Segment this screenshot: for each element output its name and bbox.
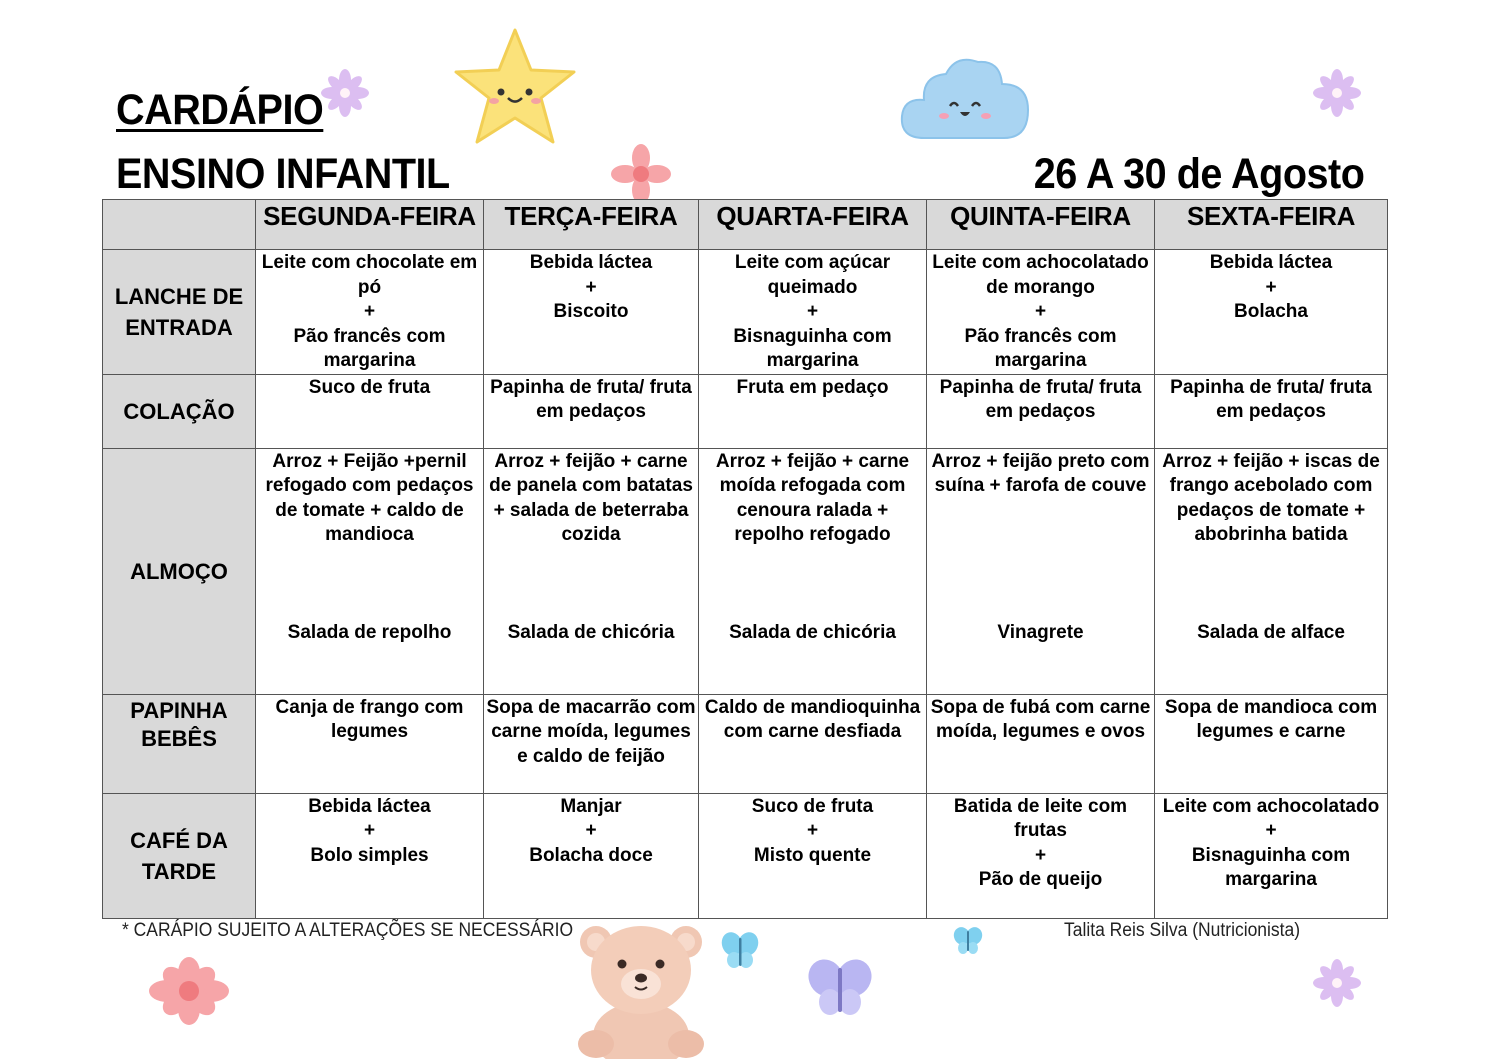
menu-item-line: + (363, 301, 376, 322)
menu-item-line: cozida (561, 524, 621, 545)
row-label-lanche (103, 250, 256, 375)
menu-item-line: em pedaços (985, 401, 1096, 422)
date-range: 26 A 30 de Agosto (1033, 150, 1364, 198)
menu-item-line: Pão francês com (293, 325, 446, 347)
menu-item-line: + (585, 820, 597, 841)
menu-item-line: Canja de frango com (275, 696, 464, 718)
lilac-flower-icon (1310, 956, 1364, 1010)
table-header-row (103, 200, 1388, 250)
menu-cell (927, 793, 1155, 918)
menu-item-line: Arroz + feijão + iscas de (1162, 450, 1380, 472)
menu-item-line: Bisnaguinha com (733, 325, 892, 347)
menu-item-line: Leite com achocolatado (932, 252, 1149, 273)
salad-line: Salada de chicória (507, 621, 675, 643)
menu-table (102, 199, 1388, 919)
menu-cell (1155, 374, 1388, 448)
butterfly-icon (806, 958, 874, 1020)
menu-item-line: margarina (1225, 869, 1317, 890)
menu-item-line: Arroz + feijão + carne (715, 450, 910, 472)
menu-item-line: Bebida láctea (1209, 252, 1333, 273)
menu-item-line: Papinha de fruta/ fruta (490, 376, 692, 398)
butterfly-icon (952, 926, 984, 956)
row-label-line: ALMOÇO (130, 558, 228, 584)
menu-cell (699, 694, 927, 793)
menu-item-line: cenoura ralada + (736, 499, 889, 521)
menu-item-line: pedaços de tomate + (1176, 499, 1366, 521)
menu-item-line: Arroz + feijão preto com (931, 450, 1150, 472)
menu-item-line: queimado (767, 276, 858, 298)
menu-item-line: Pão de queijo (978, 869, 1103, 890)
row-label-line: ENTRADA (125, 314, 233, 340)
menu-cell (256, 374, 484, 448)
menu-cell (484, 250, 699, 375)
menu-item-line: moída refogada com (719, 475, 906, 496)
menu-item-line: de tomate + caldo de (275, 499, 464, 521)
menu-cell (699, 448, 927, 694)
table-row (103, 374, 1388, 448)
day-header-monday: SEGUNDA-FEIRA (256, 200, 484, 250)
menu-item-line: + (363, 820, 376, 841)
menu-item-line: Leite com chocolate em (261, 252, 478, 273)
page-subtitle: ENSINO INFANTIL (116, 150, 450, 198)
menu-item-line: abobrinha batida (1194, 524, 1348, 545)
menu-item-line: Sopa de macarrão com (486, 696, 696, 718)
salad-line: Salada de chicória (729, 621, 896, 643)
row-label-line: BEBÊS (141, 725, 217, 751)
menu-cell (927, 250, 1155, 375)
menu-item-line: repolho refogado (734, 524, 891, 545)
row-label-line: PAPINHA (130, 697, 228, 723)
menu-cell (1155, 250, 1388, 375)
star-icon (452, 26, 578, 150)
menu-item-line: + (1034, 301, 1047, 322)
row-label-almoco (103, 448, 256, 694)
menu-cell (927, 448, 1155, 694)
lilac-flower-icon (1310, 66, 1364, 120)
menu-cell (699, 793, 927, 918)
menu-cell (1155, 448, 1388, 694)
menu-cell (256, 694, 484, 793)
menu-item-line: Bisnaguinha com (1191, 844, 1351, 866)
menu-item-line: + (1265, 820, 1277, 841)
row-label-cafe (103, 793, 256, 918)
table-row (103, 448, 1388, 694)
day-header-friday: SEXTA-FEIRA (1155, 200, 1388, 250)
menu-item-line: + (585, 276, 597, 298)
menu-cell (699, 250, 927, 375)
menu-item-line: + (806, 820, 819, 841)
page-title: CARDÁPIO (116, 86, 324, 134)
menu-cell (927, 374, 1155, 448)
menu-cell (256, 448, 484, 694)
menu-item-line: Fruta em pedaço (736, 376, 889, 398)
menu-item-line: Misto quente (753, 844, 872, 866)
menu-cell (1155, 694, 1388, 793)
row-label-line: CAFÉ DA (130, 827, 228, 853)
footer-note: * CARÁPIO SUJEITO A ALTERAÇÕES SE NECESSÁRIO (122, 920, 574, 941)
menu-item-line: Bebida láctea (529, 252, 653, 273)
menu-item-line: Bolo simples (310, 844, 429, 866)
menu-item-line: margarina (994, 350, 1087, 371)
menu-item-line: margarina (323, 350, 416, 371)
menu-item-line: Papinha de fruta/ fruta (1170, 376, 1372, 398)
day-header-tuesday: TERÇA-FEIRA (484, 200, 699, 250)
menu-item-line: Suco de fruta (751, 795, 874, 817)
row-label-papinha (103, 694, 256, 793)
menu-cell (927, 694, 1155, 793)
menu-cell (699, 374, 927, 448)
menu-item-line: Manjar (560, 795, 622, 817)
menu-cell (484, 694, 699, 793)
pink-flower-icon (144, 956, 234, 1026)
menu-item-line: Sopa de mandioca com (1164, 696, 1378, 718)
row-label-line: TARDE (141, 858, 217, 884)
menu-item-line: Sopa de fubá com carne (930, 696, 1151, 718)
menu-item-line: margarina (766, 350, 859, 371)
menu-item-line: Bebida láctea (308, 795, 431, 817)
nutritionist-signature: Talita Reis Silva (Nutricionista) (1064, 920, 1301, 941)
menu-cell (484, 448, 699, 694)
day-header-thursday: QUINTA-FEIRA (927, 200, 1155, 250)
menu-item-line: em pedaços (536, 401, 646, 422)
menu-item-line: frutas (1014, 820, 1067, 841)
table-row (103, 694, 1388, 793)
menu-item-line: + (1034, 844, 1047, 866)
menu-item-line: Arroz + Feijão +pernil (272, 450, 467, 472)
menu-item-line: Papinha de fruta/ fruta (939, 376, 1142, 398)
menu-item-line: suína + farofa de couve (934, 475, 1147, 496)
menu-item-line: + (806, 301, 819, 322)
menu-item-line: e caldo de feijão (517, 745, 665, 767)
menu-item-line: refogado com pedaços (265, 475, 474, 496)
menu-item-line: + (1265, 276, 1277, 298)
menu-item-line: em pedaços (1216, 401, 1326, 422)
menu-item-line: Caldo de mandioquinha (704, 696, 921, 718)
day-header-wednesday: QUARTA-FEIRA (699, 200, 927, 250)
menu-item-line: Batida de leite com (953, 795, 1128, 817)
menu-item-line: carne moída, legumes (491, 721, 691, 742)
menu-item-line: + salada de beterraba (493, 499, 689, 521)
menu-cell (256, 250, 484, 375)
butterfly-icon (720, 930, 760, 972)
menu-item-line: mandioca (325, 524, 414, 545)
pink-flower-icon (609, 142, 673, 206)
menu-item-line: Leite com açúcar (734, 252, 891, 273)
menu-item-line: com carne desfiada (723, 721, 902, 742)
menu-item-line: Biscoito (553, 301, 629, 322)
menu-item-line: frango acebolado com (1169, 475, 1373, 496)
table-row (103, 793, 1388, 918)
menu-item-line: moída, legumes e ovos (935, 721, 1146, 742)
menu-item-line: Pão francês com (964, 325, 1117, 347)
row-label-line: LANCHE DE (114, 283, 244, 309)
menu-item-line: Bolacha doce (529, 844, 653, 866)
menu-item-line: pó (357, 276, 382, 298)
salad-line: Vinagrete (997, 621, 1084, 643)
menu-cell (484, 374, 699, 448)
row-label-line: COLAÇÃO (123, 398, 235, 424)
menu-item-line: Suco de fruta (308, 376, 431, 398)
teddy-bear-icon (574, 918, 708, 1059)
menu-cell (484, 793, 699, 918)
salad-line: Salada de repolho (287, 621, 452, 643)
menu-item-line: de panela com batatas (489, 475, 693, 496)
menu-item-line: legumes (330, 721, 409, 742)
menu-cell (1155, 793, 1388, 918)
menu-item-line: Leite com achocolatado (1162, 795, 1380, 817)
table-row (103, 250, 1388, 375)
row-label-colacao (103, 374, 256, 448)
salad-line: Salada de alface (1197, 621, 1345, 643)
menu-item-line: legumes e carne (1196, 721, 1346, 742)
menu-item-line: Arroz + feijão + carne (494, 450, 688, 472)
table-corner (103, 200, 256, 250)
menu-item-line: de morango (986, 276, 1095, 298)
lilac-flower-icon (318, 66, 372, 120)
menu-cell (256, 793, 484, 918)
cloud-icon (896, 50, 1034, 152)
menu-item-line: Bolacha (1234, 301, 1308, 322)
